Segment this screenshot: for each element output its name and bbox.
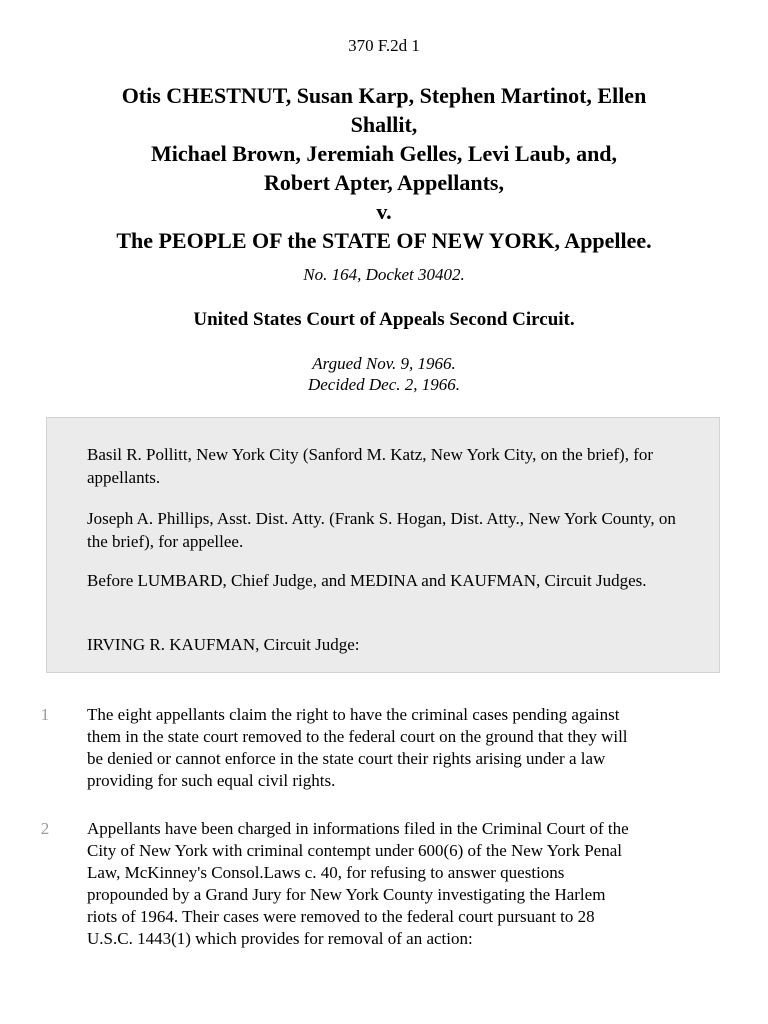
argued-date: Argued Nov. 9, 1966. xyxy=(312,354,456,373)
paragraph-line: be denied or cannot enforce in the state court their rights arising under a law xyxy=(87,749,606,768)
counsel-box xyxy=(46,417,720,673)
paragraph-line: U.S.C. 1443(1) which provides for removal of an action: xyxy=(87,929,473,948)
caption-line: Michael Brown, Jeremiah Gelles, Levi Laub, and, xyxy=(150,141,618,166)
caption-line: v. xyxy=(376,199,392,224)
caption-line: Otis CHESTNUT, Susan Karp, Stephen Martinot, Ellen xyxy=(121,83,647,108)
caption-line: Shallit, xyxy=(350,112,418,137)
caption-line: Robert Apter, Appellants, xyxy=(264,170,504,195)
decided-date: Decided Dec. 2, 1966. xyxy=(307,375,460,394)
court-name: United States Court of Appeals Second Circuit. xyxy=(193,309,575,330)
case-citation: 370 F.2d 1 xyxy=(348,36,420,55)
opinion-author: IRVING R. KAUFMAN, Circuit Judge: xyxy=(87,635,360,654)
paragraph-number: 2 xyxy=(40,819,50,838)
docket-number: No. 164, Docket 30402. xyxy=(303,265,465,284)
counsel-appellants: Basil R. Pollitt, New York City (Sanford M. Katz, New York City, on the brief), for appellants. xyxy=(87,445,654,487)
paragraph-text xyxy=(87,704,727,792)
paragraph-line: riots of 1964. Their cases were removed to the federal court pursuant to 28 xyxy=(87,907,595,926)
paragraph-number: 1 xyxy=(40,705,50,724)
paragraph-line: Law, McKinney's Consol.Laws c. 40, for refusing to answer questions xyxy=(87,863,565,882)
caption-line: The PEOPLE OF the STATE OF NEW YORK, Appellee. xyxy=(116,228,652,253)
paragraph-line: City of New York with criminal contempt under 600(6) of the New York Penal xyxy=(87,841,622,860)
counsel-appellee: Joseph A. Phillips, Asst. Dist. Atty. (Frank S. Hogan, Dist. Atty., New York County, on the brief), for appellee. xyxy=(87,509,676,551)
paragraph-line: providing for such equal civil rights. xyxy=(87,771,336,790)
paragraph-line: Appellants have been charged in informations filed in the Criminal Court of the xyxy=(87,819,629,838)
case-dates xyxy=(0,353,768,395)
judicial-panel: Before LUMBARD, Chief Judge, and MEDINA and KAUFMAN, Circuit Judges. xyxy=(87,571,647,590)
paragraph-line: them in the state court removed to the federal court on the ground that they will xyxy=(87,727,628,746)
paragraph-text xyxy=(87,818,727,950)
paragraph-line: The eight appellants claim the right to have the criminal cases pending against xyxy=(87,705,620,724)
case-caption xyxy=(40,81,728,255)
paragraph-line: propounded by a Grand Jury for New York County investigating the Harlem xyxy=(87,885,606,904)
